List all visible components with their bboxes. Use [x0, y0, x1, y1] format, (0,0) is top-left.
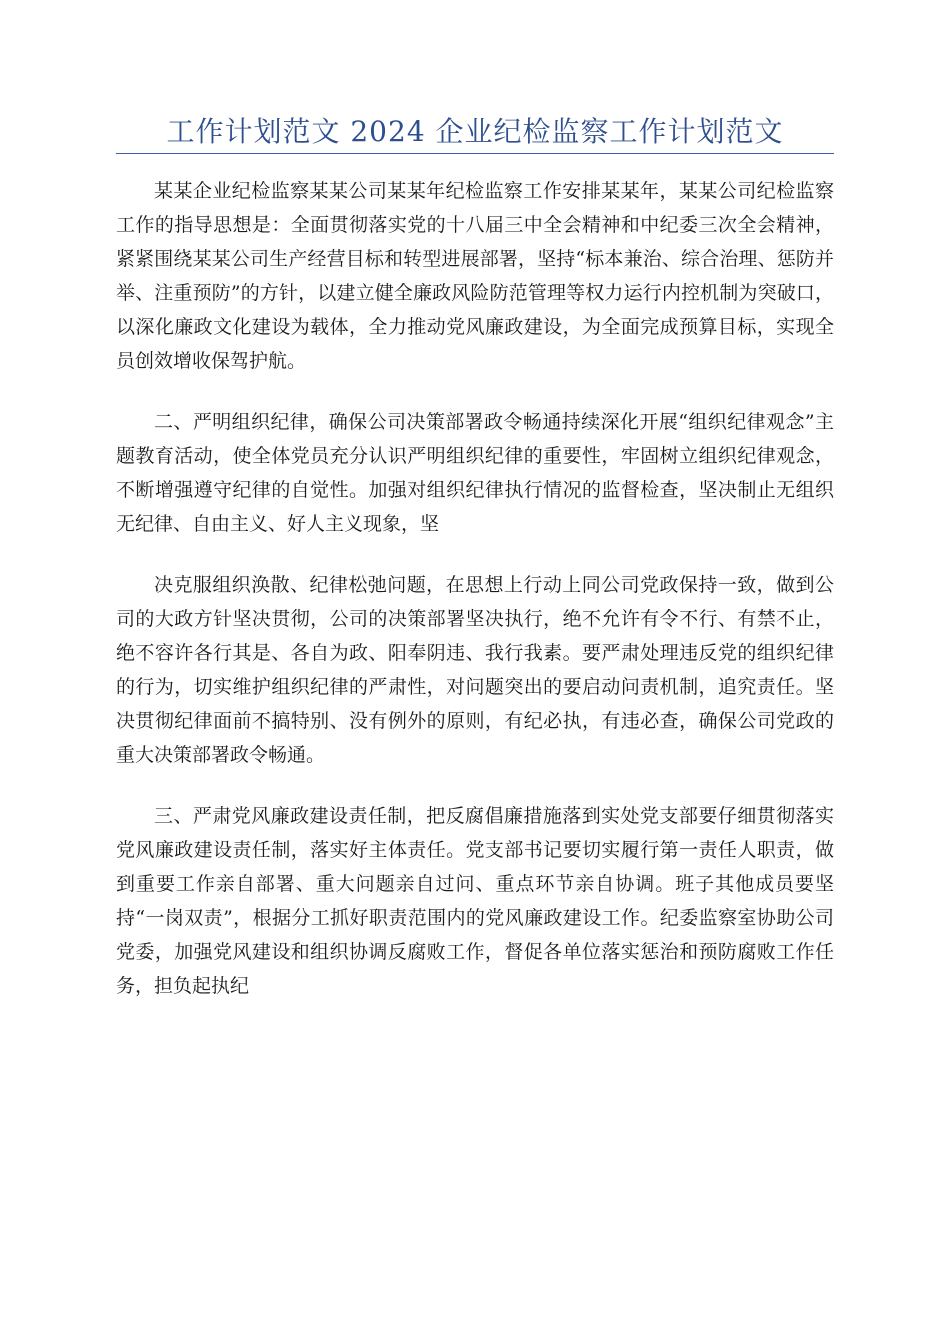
paragraph-1: 某某企业纪检监察某某公司某某年纪检监察工作安排某某年，某某公司纪检监察工作的指导思想是：全面贯彻落实党的十八届三中全会精神和中纪委三次全会精神，紧紧围绕某某公司生产经营目标和转型进展部署，坚持“标本兼治、综合治理、惩防并举、注重预防”的方针，以建立健全廉政风险防范管理等权力运行内控机制为突破口，以深化廉政文化建设为载体，全力推动党风廉政建设，为全面完成预算目标，实现全员创效增收保驾护航。 [116, 180, 834, 372]
title-underline [116, 153, 834, 154]
document-body [116, 174, 834, 1030]
paragraph-3: 决克服组织涣散、纪律松弛问题，在思想上行动上同公司党政保持一致，做到公司的大政方针坚决贯彻，公司的决策部署坚决执行，绝不允许有令不行、有禁不止，绝不容许各行其是、各自为政、阳奉阴违、我行我素。要严肃处理违反党的组织纪律的行为，切实维护组织纪律的严肃性，对问题突出的要启动问责机制，追究责任。坚决贯彻纪律面前不搞特别、没有例外的原则，有纪必执，有违必查，确保公司党政的重大决策部署政令畅通。 [116, 574, 834, 766]
paragraph-4: 三、严肃党风廉政建设责任制，把反腐倡廉措施落到实处党支部要仔细贯彻落实党风廉政建设责任制，落实好主体责任。党支部书记要切实履行第一责任人职责，做到重要工作亲自部署、重大问题亲自过问、重点环节亲自协调。班子其他成员要坚持“一岗双责”，根据分工抓好职责范围内的党风廉政建设工作。纪委监察室协助公司党委，加强党风建设和组织协调反腐败工作，督促各单位落实惩治和预防腐败工作任务，担负起执纪 [116, 805, 834, 997]
paragraph-2: 二、严明组织纪律，确保公司决策部署政令畅通持续深化开展“组织纪律观念”主题教育活动，使全体党员充分认识严明组织纪律的重要性，牢固树立组织纪律观念，不断增强遵守纪律的自觉性。加强对组织纪律执行情况的监督检查，坚决制止无组织无纪律、自由主义、好人主义现象，坚 [116, 411, 834, 535]
document-title: 工作计划范文 2024 企业纪检监察工作计划范文 [166, 115, 784, 148]
